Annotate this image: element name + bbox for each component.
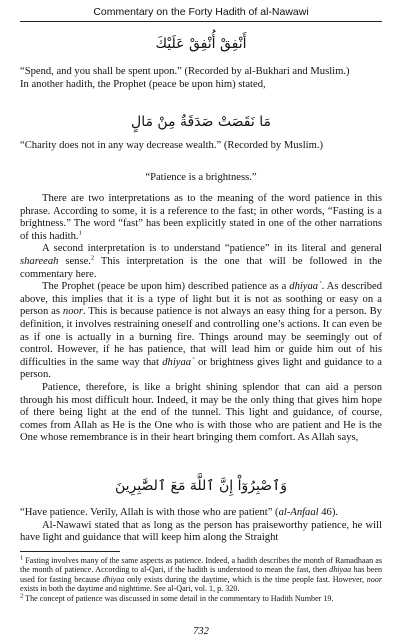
footnotes xyxy=(20,556,382,603)
paragraph-3-italic-3: dhiyaa` xyxy=(162,356,195,368)
running-header: Commentary on the Forty Hadith of al-Nawawi xyxy=(93,6,309,18)
paragraph-3-text-d: or brightness gives light and guidance to a person. xyxy=(20,356,383,381)
paragraph-2-text-a: A second interpretation is to understand “patience” in its literal and general xyxy=(42,243,382,255)
footnote-2-text: The concept of patience was discussed in some detail in the commentary to Hadith Number 19. xyxy=(23,593,334,603)
footnote-1-italic-1: dhiyaa xyxy=(329,565,352,575)
have-patience-text-a: “Have patience. Verily, Allah is with those who are patient” ( xyxy=(20,507,279,518)
commentary-body xyxy=(20,193,382,445)
spend-followup: In another hadith, the Prophet (peace be upon him) stated, xyxy=(20,78,266,90)
footnote-2 xyxy=(20,591,382,603)
arabic-quote-charity: مَا نَقَصَتْ صَدَقَةٌ مِنْ مَالٍ xyxy=(131,114,271,130)
footnote-1-italic-2: dhiyaa xyxy=(102,574,125,584)
footnote-1 xyxy=(20,556,382,594)
paragraph-3-text-a: The Prophet (peace be upon him) described patience as a xyxy=(42,281,290,293)
paragraph-3 xyxy=(20,281,382,382)
page-number: 732 xyxy=(193,626,209,637)
charity-translation: “Charity does not in any way decrease wealth.” (Recorded by Muslim.) xyxy=(20,140,324,151)
footnote-ref-1: 1 xyxy=(78,229,82,237)
footnote-1-text-b: has been used for fasting because xyxy=(20,565,382,584)
paragraph-3-text-b: . As described above, this implies that it is a type of light but it is not as soothing or easy on a person as xyxy=(20,281,382,318)
paragraph-1 xyxy=(20,193,382,243)
footnote-rule xyxy=(20,551,120,552)
arabic-quote-patience: وَٱصْبِرُوٓاْ إِنَّ ٱللَّهَ مَعَ ٱلصَّٰبِرِينَ xyxy=(114,478,288,494)
footnote-1-text-d: exists in both the daytime and nighttime. See al-Qari, vol. 1, p. 320. xyxy=(20,584,240,594)
paragraph-3-italic-1: dhiyaa` xyxy=(289,281,322,293)
paragraph-2-text-b: sense. xyxy=(58,255,91,267)
paragraph-2 xyxy=(20,243,382,281)
surah-name: al-Anfaal xyxy=(278,507,319,518)
paragraph-3-text-c: . This is because patience is not always an easy thing for a person. By definition, it involves restraining oneself and controlling one’s actions. It can even be as if one is actually in a burning fire. Things around may be seemingly out of control. However, if he has patience, that will lead him or guide him out of his difficulties in the same way that xyxy=(20,306,382,368)
footnote-1-text-a: Fasting involves many of the same aspects as patience. Indeed, a hadith describes the month of Ramadhaan as the month of patience. According to al-Qari, if the hadith is understood to mean the fast, then xyxy=(20,556,382,575)
paragraph-5: Al-Nawawi stated that as long as the person has praiseworthy patience, he will have light and guidance that will keep him along the Straight xyxy=(20,519,382,544)
have-patience-text-b: 46). xyxy=(318,507,339,518)
arabic-quote-spend: أَنْفِقْ أُنْفِقْ عَلَيْكَ xyxy=(155,36,247,52)
section-heading: “Patience is a brightness.” xyxy=(145,172,257,183)
paragraph-4: Patience, therefore, is like a bright shining splendor that can aid a person through his most difficult hour. Indeed, it may be the only thing that gives him hope of there being light at the end of the tunnel. This light and guidance, of course, comes from Allah as He is the One who is with those who are patient and He is the One whose remembrance is in their heart bringing them comfort. As Allah says, xyxy=(20,381,382,444)
footnote-ref-2: 2 xyxy=(90,254,95,262)
spend-hadith xyxy=(20,66,382,91)
paragraph-2-italic: shareeah xyxy=(20,255,59,267)
footnote-1-italic-3: noor xyxy=(366,574,382,584)
footnote-2-number: 2 xyxy=(20,591,24,599)
have-patience-translation xyxy=(20,507,382,520)
paragraph-1-text: There are two interpretations as to the meaning of the word patience in this phrase. According to some, it is a reference to the fast; in other words, “Fasting is a brightness.” The word “fast” has been explicitly stated in one of the other narrations of this hadith. xyxy=(20,193,382,242)
header-rule xyxy=(20,21,382,22)
footnote-1-number: 1 xyxy=(20,554,24,562)
closing-text xyxy=(20,507,382,545)
paragraph-2-text-c: This interpretation is the one that will be followed in the commentary here. xyxy=(20,255,382,280)
footnote-1-text-c: only exists during the daytime, which is the time people fast. However, xyxy=(124,574,367,584)
paragraph-3-italic-2: noor xyxy=(62,306,83,318)
spend-translation: “Spend, and you shall be spent upon.” (Recorded by al-Bukhari and Muslim.) xyxy=(20,66,350,77)
